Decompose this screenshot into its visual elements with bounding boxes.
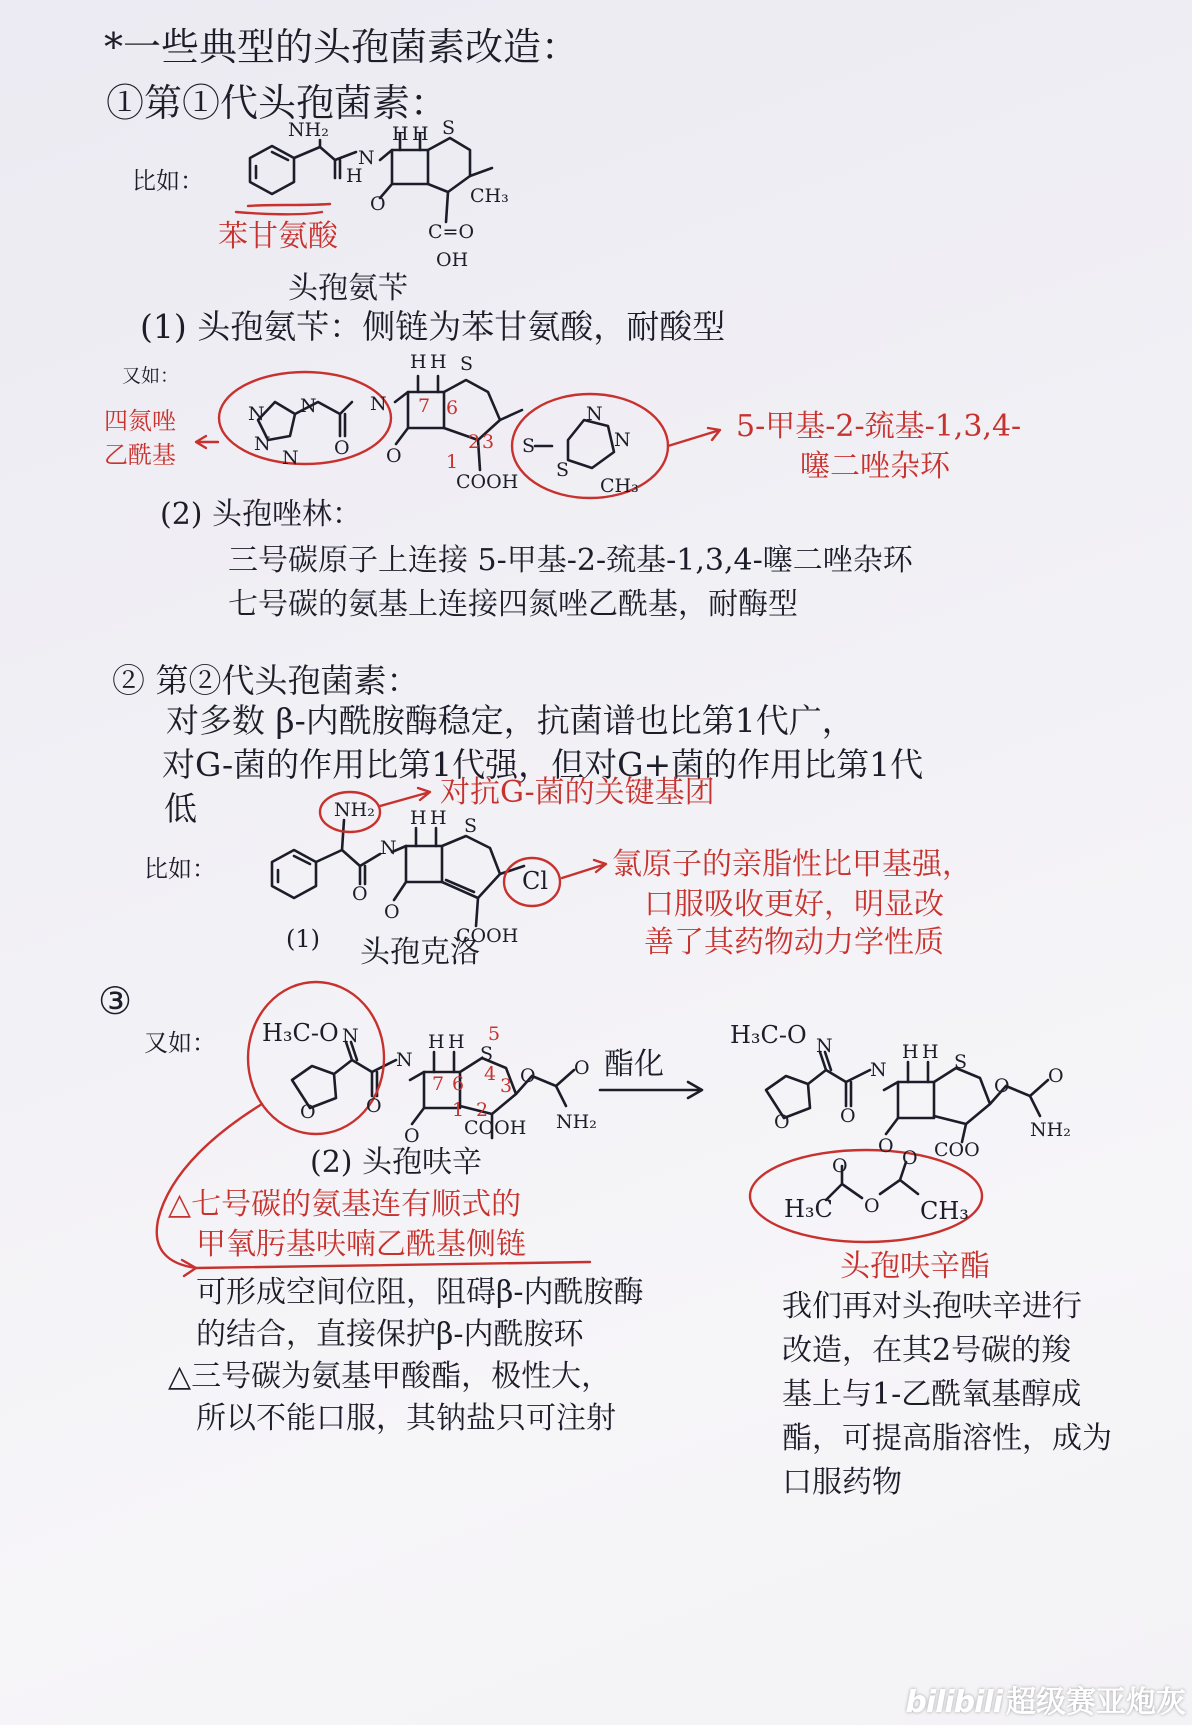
reaction-arrow <box>600 1082 702 1098</box>
cefazolin-atom-n4: N <box>282 447 299 469</box>
cefazolin-atom-o2: O <box>386 445 402 467</box>
reaction-label: 酯化 <box>604 1047 664 1082</box>
tetrazole-circle <box>219 372 391 464</box>
cephalexin-atom-cooh-c: C=O <box>428 221 475 243</box>
axetil-desc-1: 我们再对头孢呋辛进行 <box>782 1289 1082 1324</box>
cefaclor-atom-h1: H <box>410 807 427 829</box>
cl-annotation-1: 氯原子的亲脂性比甲基强， <box>612 847 972 882</box>
cefuroxime-note-2: 甲氧肟基呋喃乙酰基侧链 <box>196 1227 526 1262</box>
cefazolin-atom-n: N <box>370 393 387 415</box>
cefazolin-desc-2: 七号碳的氨基上连接四氮唑乙酰基，耐酶型 <box>228 587 798 622</box>
axetil-atom-nh2: NH₂ <box>1030 1119 1071 1141</box>
axetil-atom-o6: O <box>832 1155 848 1177</box>
cefaclor-atom-o: O <box>352 883 368 905</box>
axetil-atom-o8: O <box>902 1147 918 1169</box>
cefuroxime-ring-7: 7 <box>432 1073 445 1095</box>
tetrazole-annotation-2: 乙酰基 <box>104 441 176 469</box>
gen3-badge: ③ <box>98 979 133 1023</box>
cephalexin-atom-h2: H <box>412 123 429 145</box>
cefaclor-index: (1) <box>286 925 320 953</box>
cefazolin-ring-3: 3 <box>482 431 495 453</box>
cefazolin-atom-h1: H <box>410 351 427 373</box>
cefaclor-atom-cooh: COOH <box>456 925 519 947</box>
watermark <box>905 1677 1186 1721</box>
bilibili-logo: bilibili <box>905 1685 1002 1720</box>
cefuroxime-note-4: 的结合，直接保护β-内酰胺环 <box>196 1317 584 1352</box>
axetil-atom-h2: H <box>922 1041 939 1063</box>
cefaclor-atom-s: S <box>464 815 478 837</box>
cefazolin-ring-1: 1 <box>446 451 459 473</box>
axetil-atom-ch3: CH₃ <box>920 1197 969 1225</box>
axetil-atom-h3co: H₃C-O <box>730 1021 807 1049</box>
axetil-atom-nh: N <box>870 1059 887 1081</box>
cefazolin-desc-1: 三号碳原子上连接 5-甲基-2-巯基-1,3,4-噻二唑杂环 <box>228 543 913 578</box>
axetil-desc-4: 酯，可提高脂溶性，成为 <box>782 1421 1112 1456</box>
axetil-desc-2: 改造，在其2号碳的羧 <box>782 1333 1072 1368</box>
gen3-example-label: 又如： <box>144 1029 216 1057</box>
channel-name: 超级赛亚炮灰 <box>1006 1685 1186 1720</box>
cefuroxime-note-3: 可形成空间位阻，阻碍β-内酰胺酶 <box>196 1275 644 1310</box>
cefuroxime-name: (2) 头孢呋辛 <box>310 1145 483 1180</box>
side-chain-underline <box>248 204 330 206</box>
cefaclor-atom-nh: N <box>380 837 397 859</box>
cefazolin-atom-s3: S <box>556 459 570 481</box>
gen2-desc-2: 对G-菌的作用比第1代强，但对G+菌的作用比第1代 <box>162 745 924 784</box>
cefuroxime-atom-o2: O <box>366 1095 382 1117</box>
thiadiazole-annotation-2: 噻二唑杂环 <box>800 449 950 484</box>
side-chain-label: 苯甘氨酸 <box>218 219 338 254</box>
tetrazole-annotation-1: 四氮唑 <box>104 407 176 435</box>
cephalexin-atom-o: O <box>370 193 386 215</box>
cefuroxime-note-6: 所以不能口服，其钠盐只可注射 <box>196 1401 616 1436</box>
axetil-desc-3: 基上与1-乙酰氧基醇成 <box>782 1377 1082 1412</box>
cefuroxime-atom-o4: O <box>520 1065 536 1087</box>
cefuroxime-ring-4: 4 <box>484 1063 497 1085</box>
axetil-atom-o7: O <box>864 1195 880 1217</box>
page-title: *一些典型的头孢菌素改造： <box>104 25 580 69</box>
cefazolin-example-label: 又如： <box>122 365 180 387</box>
thiadiazole-ring <box>568 420 614 468</box>
gen1-heading: ①第①代头孢菌素： <box>106 81 449 125</box>
axetil-atom-n: N <box>816 1035 833 1057</box>
axetil-atom-o2: O <box>840 1105 856 1127</box>
cefazolin-atom-ch3: CH₃ <box>600 475 639 497</box>
cefazolin-atom-cooh: COOH <box>456 471 519 493</box>
cefaclor-atom-nh2: NH₂ <box>334 799 375 821</box>
cefuroxime-ring-1: 1 <box>452 1099 465 1121</box>
axetil-atom-o5: O <box>1048 1065 1064 1087</box>
cephalexin-atom-cooh-oh: OH <box>436 249 469 271</box>
cefuroxime-atom-h1: H <box>428 1031 445 1053</box>
gen2-desc-3: 低 <box>164 789 197 828</box>
cefazolin-atom-n6: N <box>614 429 631 451</box>
axetil-name: 头孢呋辛酯 <box>840 1249 990 1284</box>
gen1-example-label: 比如： <box>132 167 204 195</box>
thiadiazole-annotation-1: 5-甲基-2-巯基-1,3,4- <box>736 409 1022 444</box>
cefazolin-ring-6: 6 <box>446 397 459 419</box>
axetil-atom-h3c: H₃C <box>784 1195 833 1223</box>
cefazolin-atom-n3: N <box>254 433 271 455</box>
cefazolin-atom-n1: N <box>248 403 265 425</box>
cefaclor-name: 头孢克洛 <box>360 935 480 970</box>
cefuroxime-ring-3: 3 <box>500 1075 513 1097</box>
axetil-atom-o: O <box>774 1111 790 1133</box>
cefuroxime-atom-h3co: H₃C-O <box>262 1019 339 1047</box>
cefuroxime-atom-n: N <box>342 1025 359 1047</box>
cl-annotation-2: 口服吸收更好，明显改 <box>644 887 944 922</box>
cl-annotation-3: 善了其药物动力学性质 <box>644 925 944 960</box>
cefuroxime-atom-s: S <box>480 1043 494 1065</box>
cefaclor-atom-h2: H <box>430 807 447 829</box>
axetil-desc-5: 口服药物 <box>782 1465 902 1500</box>
cefazolin-atom-s2: S <box>522 435 536 457</box>
cefuroxime-atom-cooh: COOH <box>464 1117 527 1139</box>
cefuroxime-ring-2: 2 <box>476 1099 489 1121</box>
cefuroxime-atom-o: O <box>300 1101 316 1123</box>
cefuroxime-atom-o5: O <box>574 1057 590 1079</box>
cefuroxime-atom-nh: N <box>396 1049 413 1071</box>
cefazolin-name-line: (2) 头孢唑林： <box>160 497 363 532</box>
side-chain-circle <box>248 982 384 1134</box>
cefazolin-ring-7: 7 <box>418 395 431 417</box>
cephalexin-atom-h-n: H <box>346 165 363 187</box>
cephalexin-atom-s: S <box>442 117 456 139</box>
cefuroxime-atom-o3: O <box>404 1125 420 1147</box>
cephalexin-atom-nh2: NH₂ <box>288 119 329 141</box>
axetil-atom-o4: O <box>994 1075 1010 1097</box>
nh2-annotation: 对抗G-菌的关键基团 <box>440 775 715 810</box>
cefaclor-atom-cl: Cl <box>522 867 549 895</box>
cefuroxime-note-5: △三号碳为氨基甲酸酯，极性大， <box>168 1359 612 1394</box>
cefazolin-ring-2: 2 <box>468 431 481 453</box>
axetil-atom-h1: H <box>902 1041 919 1063</box>
gen2-heading: ② 第②代头孢菌素： <box>112 661 420 700</box>
cefuroxime-atom-h2: H <box>448 1031 465 1053</box>
cephalexin-atom-ch3: CH₃ <box>470 185 509 207</box>
cephalexin-note: (1) 头孢氨苄：侧链为苯甘氨酸，耐酸型 <box>140 307 726 346</box>
cefazolin-atom-n2: N <box>300 395 317 417</box>
cefazolin-atom-o: O <box>334 437 350 459</box>
cefazolin-atom-s: S <box>460 353 474 375</box>
cefuroxime-note-1: △七号碳的氨基连有顺式的 <box>168 1187 522 1222</box>
axetil-atom-coo: COO <box>934 1139 980 1161</box>
gen2-example-label: 比如： <box>144 855 216 883</box>
cefazolin-atom-h2: H <box>430 351 447 373</box>
axetil-atom-o3: O <box>878 1135 894 1157</box>
cefuroxime-ring-6: 6 <box>452 1073 465 1095</box>
cefazolin-atom-n5: N <box>586 403 603 425</box>
cefuroxime-ring-5: 5 <box>488 1023 501 1045</box>
cephalexin-atom-h1: H <box>392 123 409 145</box>
axetil-atom-s: S <box>954 1051 968 1073</box>
gen2-desc-1: 对多数 β-内酰胺酶稳定，抗菌谱也比第1代广， <box>166 701 855 740</box>
cefaclor-atom-o2: O <box>384 901 400 923</box>
cephalexin-atom-n: N <box>358 147 375 169</box>
cefuroxime-atom-nh2: NH₂ <box>556 1111 597 1133</box>
cephalexin-name: 头孢氨苄 <box>288 271 408 306</box>
